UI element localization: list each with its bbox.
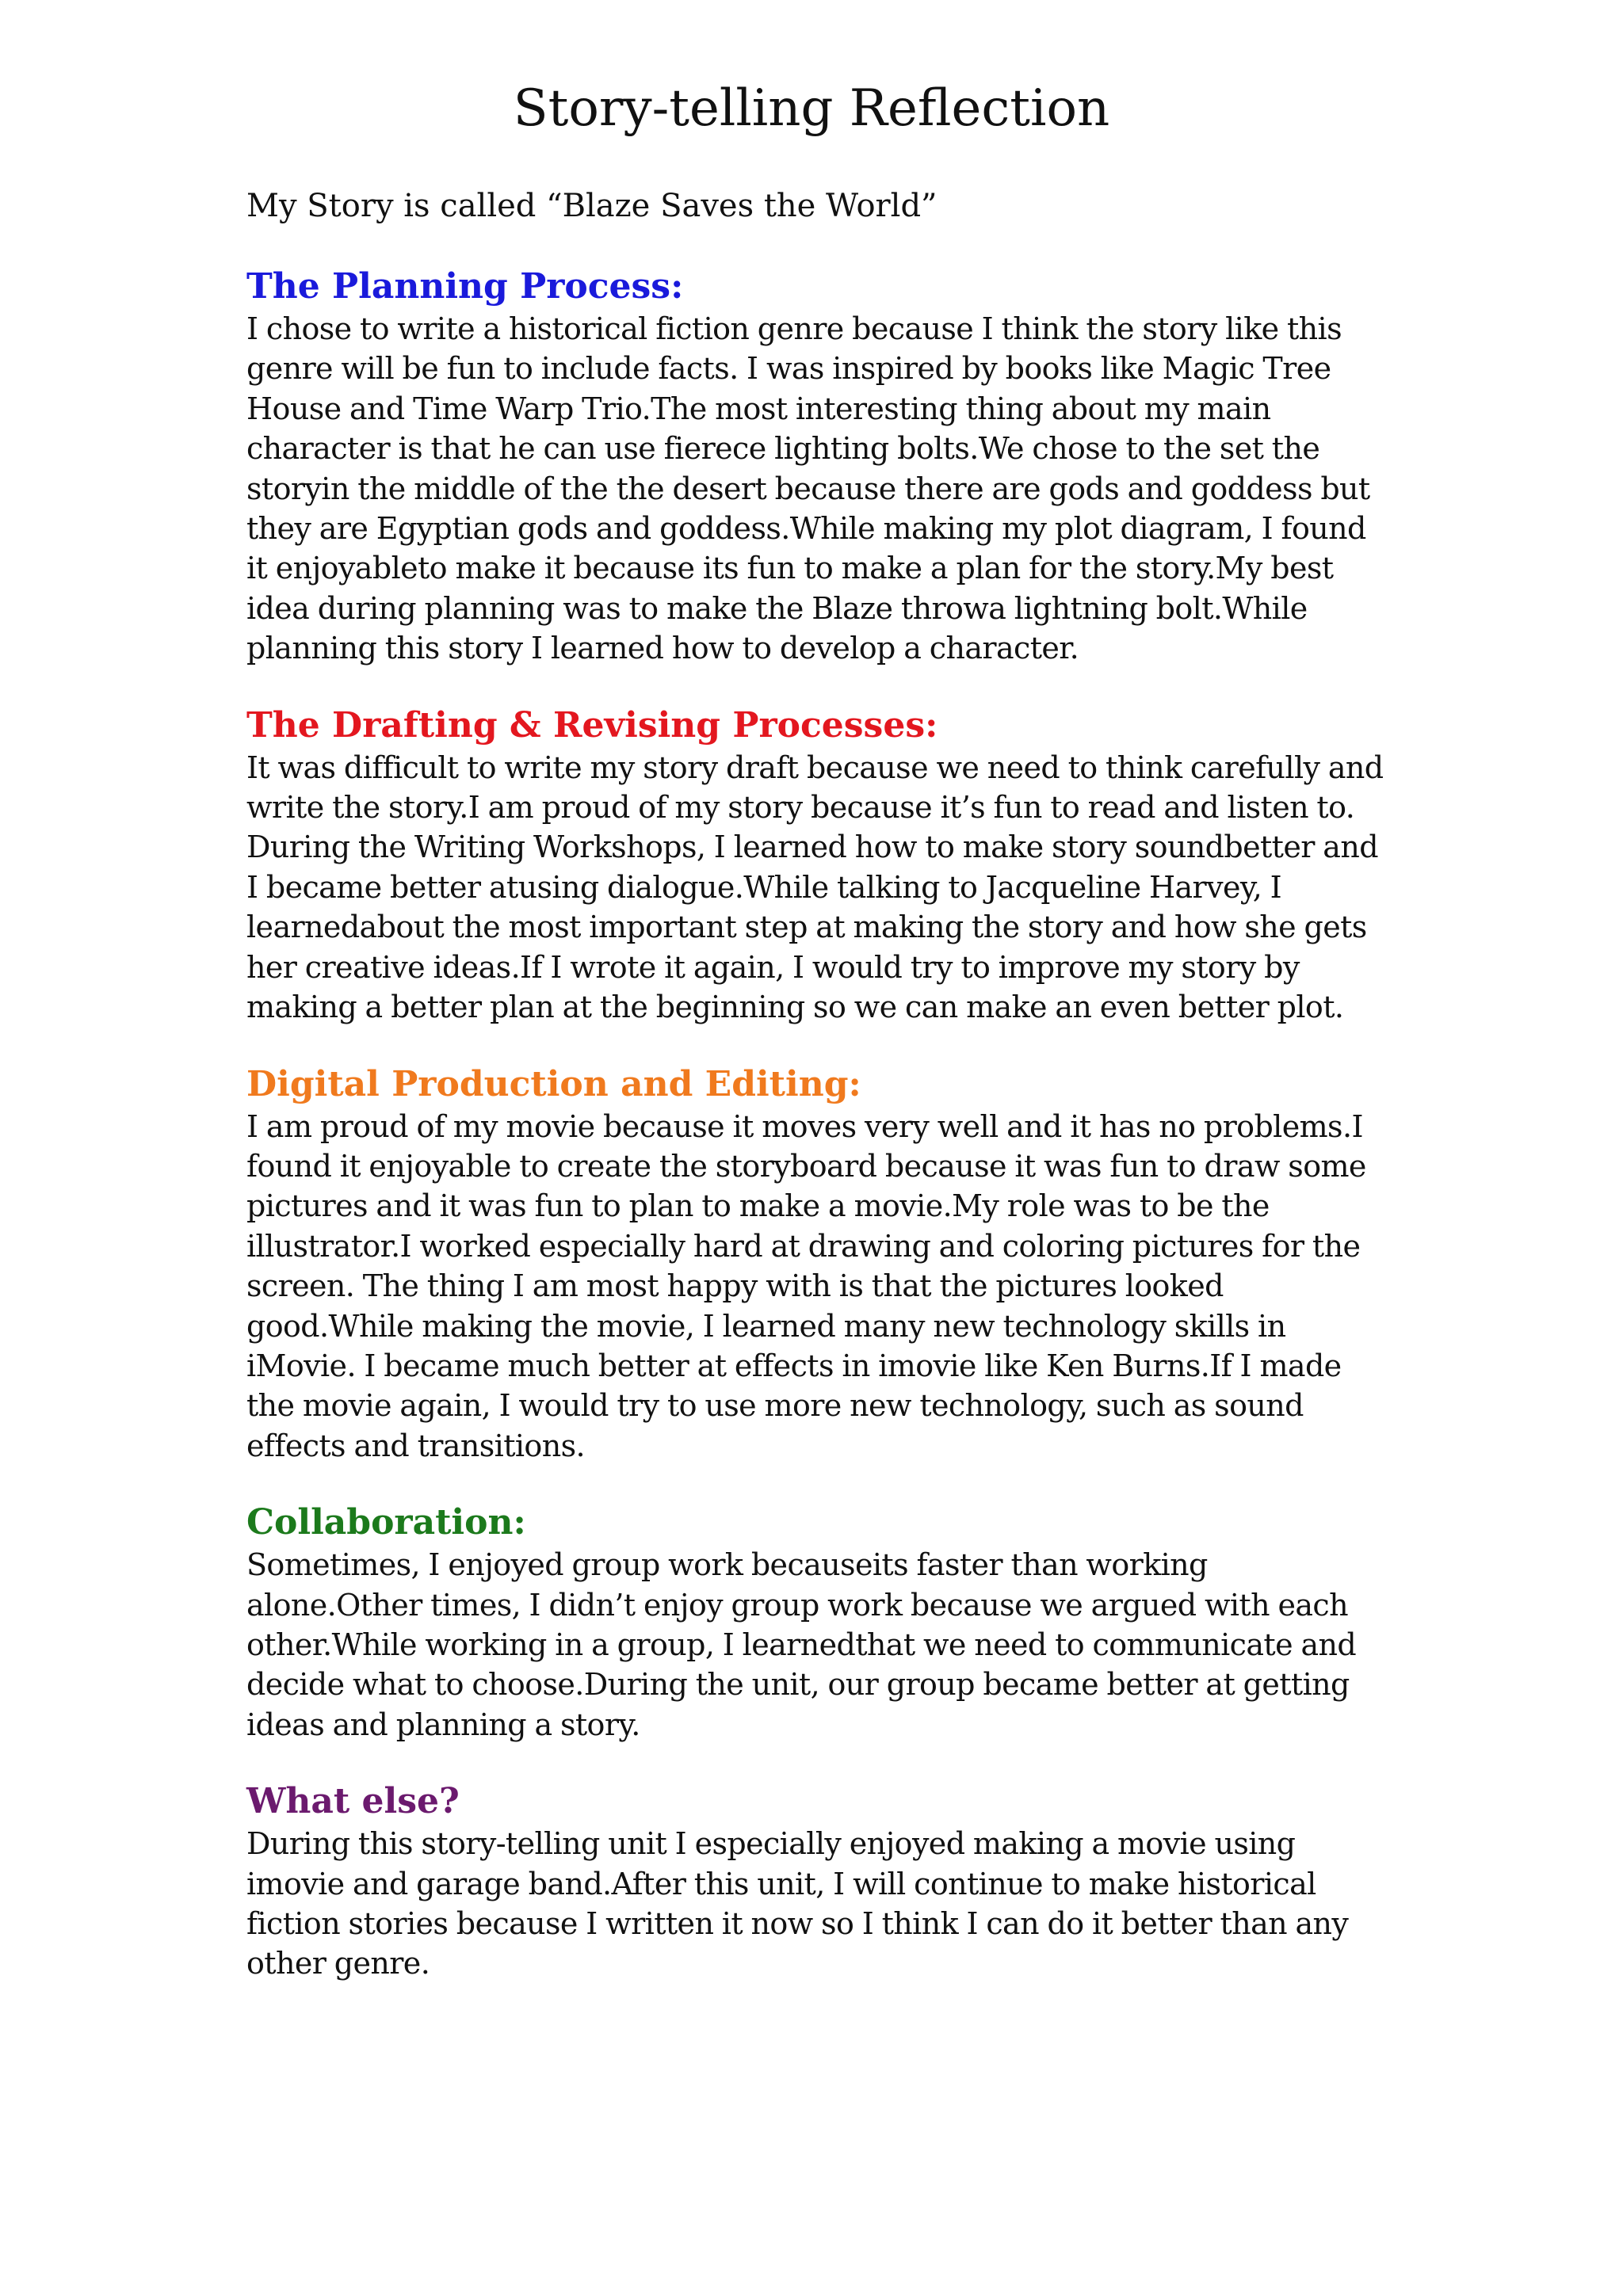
section-what-else <box>246 1779 1388 1984</box>
section-heading: Collaboration: <box>246 1502 526 1543</box>
section-heading: What else? <box>246 1781 460 1822</box>
section-paragraph: It was difficult to write my story draft because we need to think carefully and write the story.I am proud of my story because it’s fun to read and listen to. During the Writing Workshops, I learned how to make story soundbetter and I became better atusing dialogue.While talking to Jacqueline Harvey, I learnedabout the most important step at making the story and how she gets her creative ideas.If I wrote it again, I would try to improve my story by making a better plan at the beginning so we can make an even better plot. <box>246 749 1384 1025</box>
section-planning-process <box>246 265 1388 669</box>
section-paragraph: I am proud of my movie because it moves very well and it has no problems.I found it enjoyable to create the storyboard because it was fun to draw some pictures and it was fun to plan to make a movie.My role was to be the illustrator.I worked especially hard at drawing and coloring pictures for the screen. The thing I am most happy with is that the pictures looked good.While making the movie, I learned many new technology skills in iMovie. I became much better at effects in imovie like Ken Burns.If I made the movie again, I would try to use more new technology, such as sound effects and transitions. <box>246 1108 1366 1463</box>
section-paragraph: Sometimes, I enjoyed group work becauseits faster than working alone.Other times, I didn’t enjoy group work because we argued with each other.While working in a group, I learnedthat we need to communicate and decide what to choose.During the unit, our group became better at getting ideas and planning a story. <box>246 1547 1357 1742</box>
section-paragraph: I chose to write a historical fiction genre because I think the story like this genre will be fun to include facts. I was inspired by books like Magic Tree House and Time Warp Trio.The most interesting thing about my main character is that he can use fierece lighting bolts.We chose to the set the storyin the middle of the the desert because there are gods and goddess but they are Egyptian gods and goddess.While making my plot diagram, I found it enjoyableto make it because its fun to make a plan for the story.My best idea during planning was to make the Blaze throwa lightning bolt.While planning this story I learned how to develop a character. <box>246 311 1370 666</box>
section-heading: The Planning Process: <box>246 266 684 307</box>
section-collaboration <box>246 1501 1388 1745</box>
section-heading: The Drafting & Revising Processes: <box>246 704 938 746</box>
section-drafting-revising <box>246 704 1388 1028</box>
document-body <box>246 174 1388 1984</box>
section-digital-production <box>246 1062 1388 1466</box>
story-name-line: My Story is called “Blaze Saves the World” <box>246 188 938 224</box>
document-title: Story-telling Reflection <box>513 79 1110 138</box>
section-paragraph: During this story-telling unit I especially enjoyed making a movie using imovie and garage band.After this unit, I will continue to make historical fiction stories because I written it now so I think I can do it better than any other genre. <box>246 1826 1349 1981</box>
section-heading: Digital Production and Editing: <box>246 1063 861 1104</box>
